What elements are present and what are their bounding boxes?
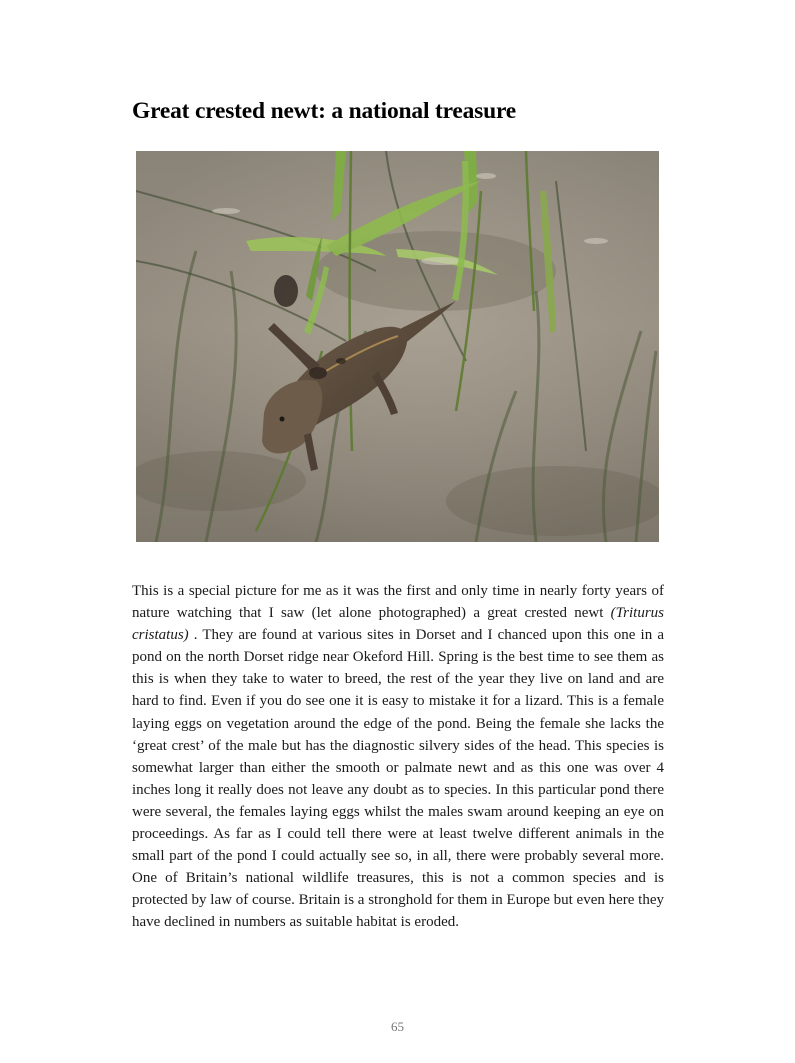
species-name: (Triturus cristatus) bbox=[132, 605, 664, 644]
newt-photo bbox=[136, 151, 659, 542]
body-text-part-1: This is a special picture for me as it was the first and only time in nearly forty years of nature watching that I saw (let alone photographed) a great crested newt bbox=[132, 583, 664, 622]
page-title: Great crested newt: a national treasure bbox=[132, 98, 517, 124]
article-body bbox=[132, 580, 664, 934]
page-number: 65 bbox=[391, 1019, 404, 1034]
body-text-part-2: . They are found at various sites in Dorset and I chanced upon this one in a pond on the north Dorset ridge near Okeford Hill. Spring is the best time to see them as this is when they take to water to breed, the rest of the year they live on land and are hard to find. Even if you do see one it is easy to mistake it for a lizard. This is a female laying eggs on vegetation around the edge of the pond. Being the female she lacks the ‘great crest’ of the male but has the diagnostic silvery sides of the head. This species is somewhat larger than either the smooth or palmate newt and as this one was over 4 inches long it really does not leave any doubt as to species. In this particular pond there were several, the females laying eggs whilst the males swam around keeping an eye on proceedings. As far as I could tell there were at least twelve different animals in the small part of the pond I could actually see so, in all, there were probably several more. One of Britain’s national wildlife treasures, this is not a common species and is protected by law of course. Britain is a stronghold for them in Europe but even here they have declined in numbers as suitable habitat is eroded. bbox=[132, 627, 664, 931]
